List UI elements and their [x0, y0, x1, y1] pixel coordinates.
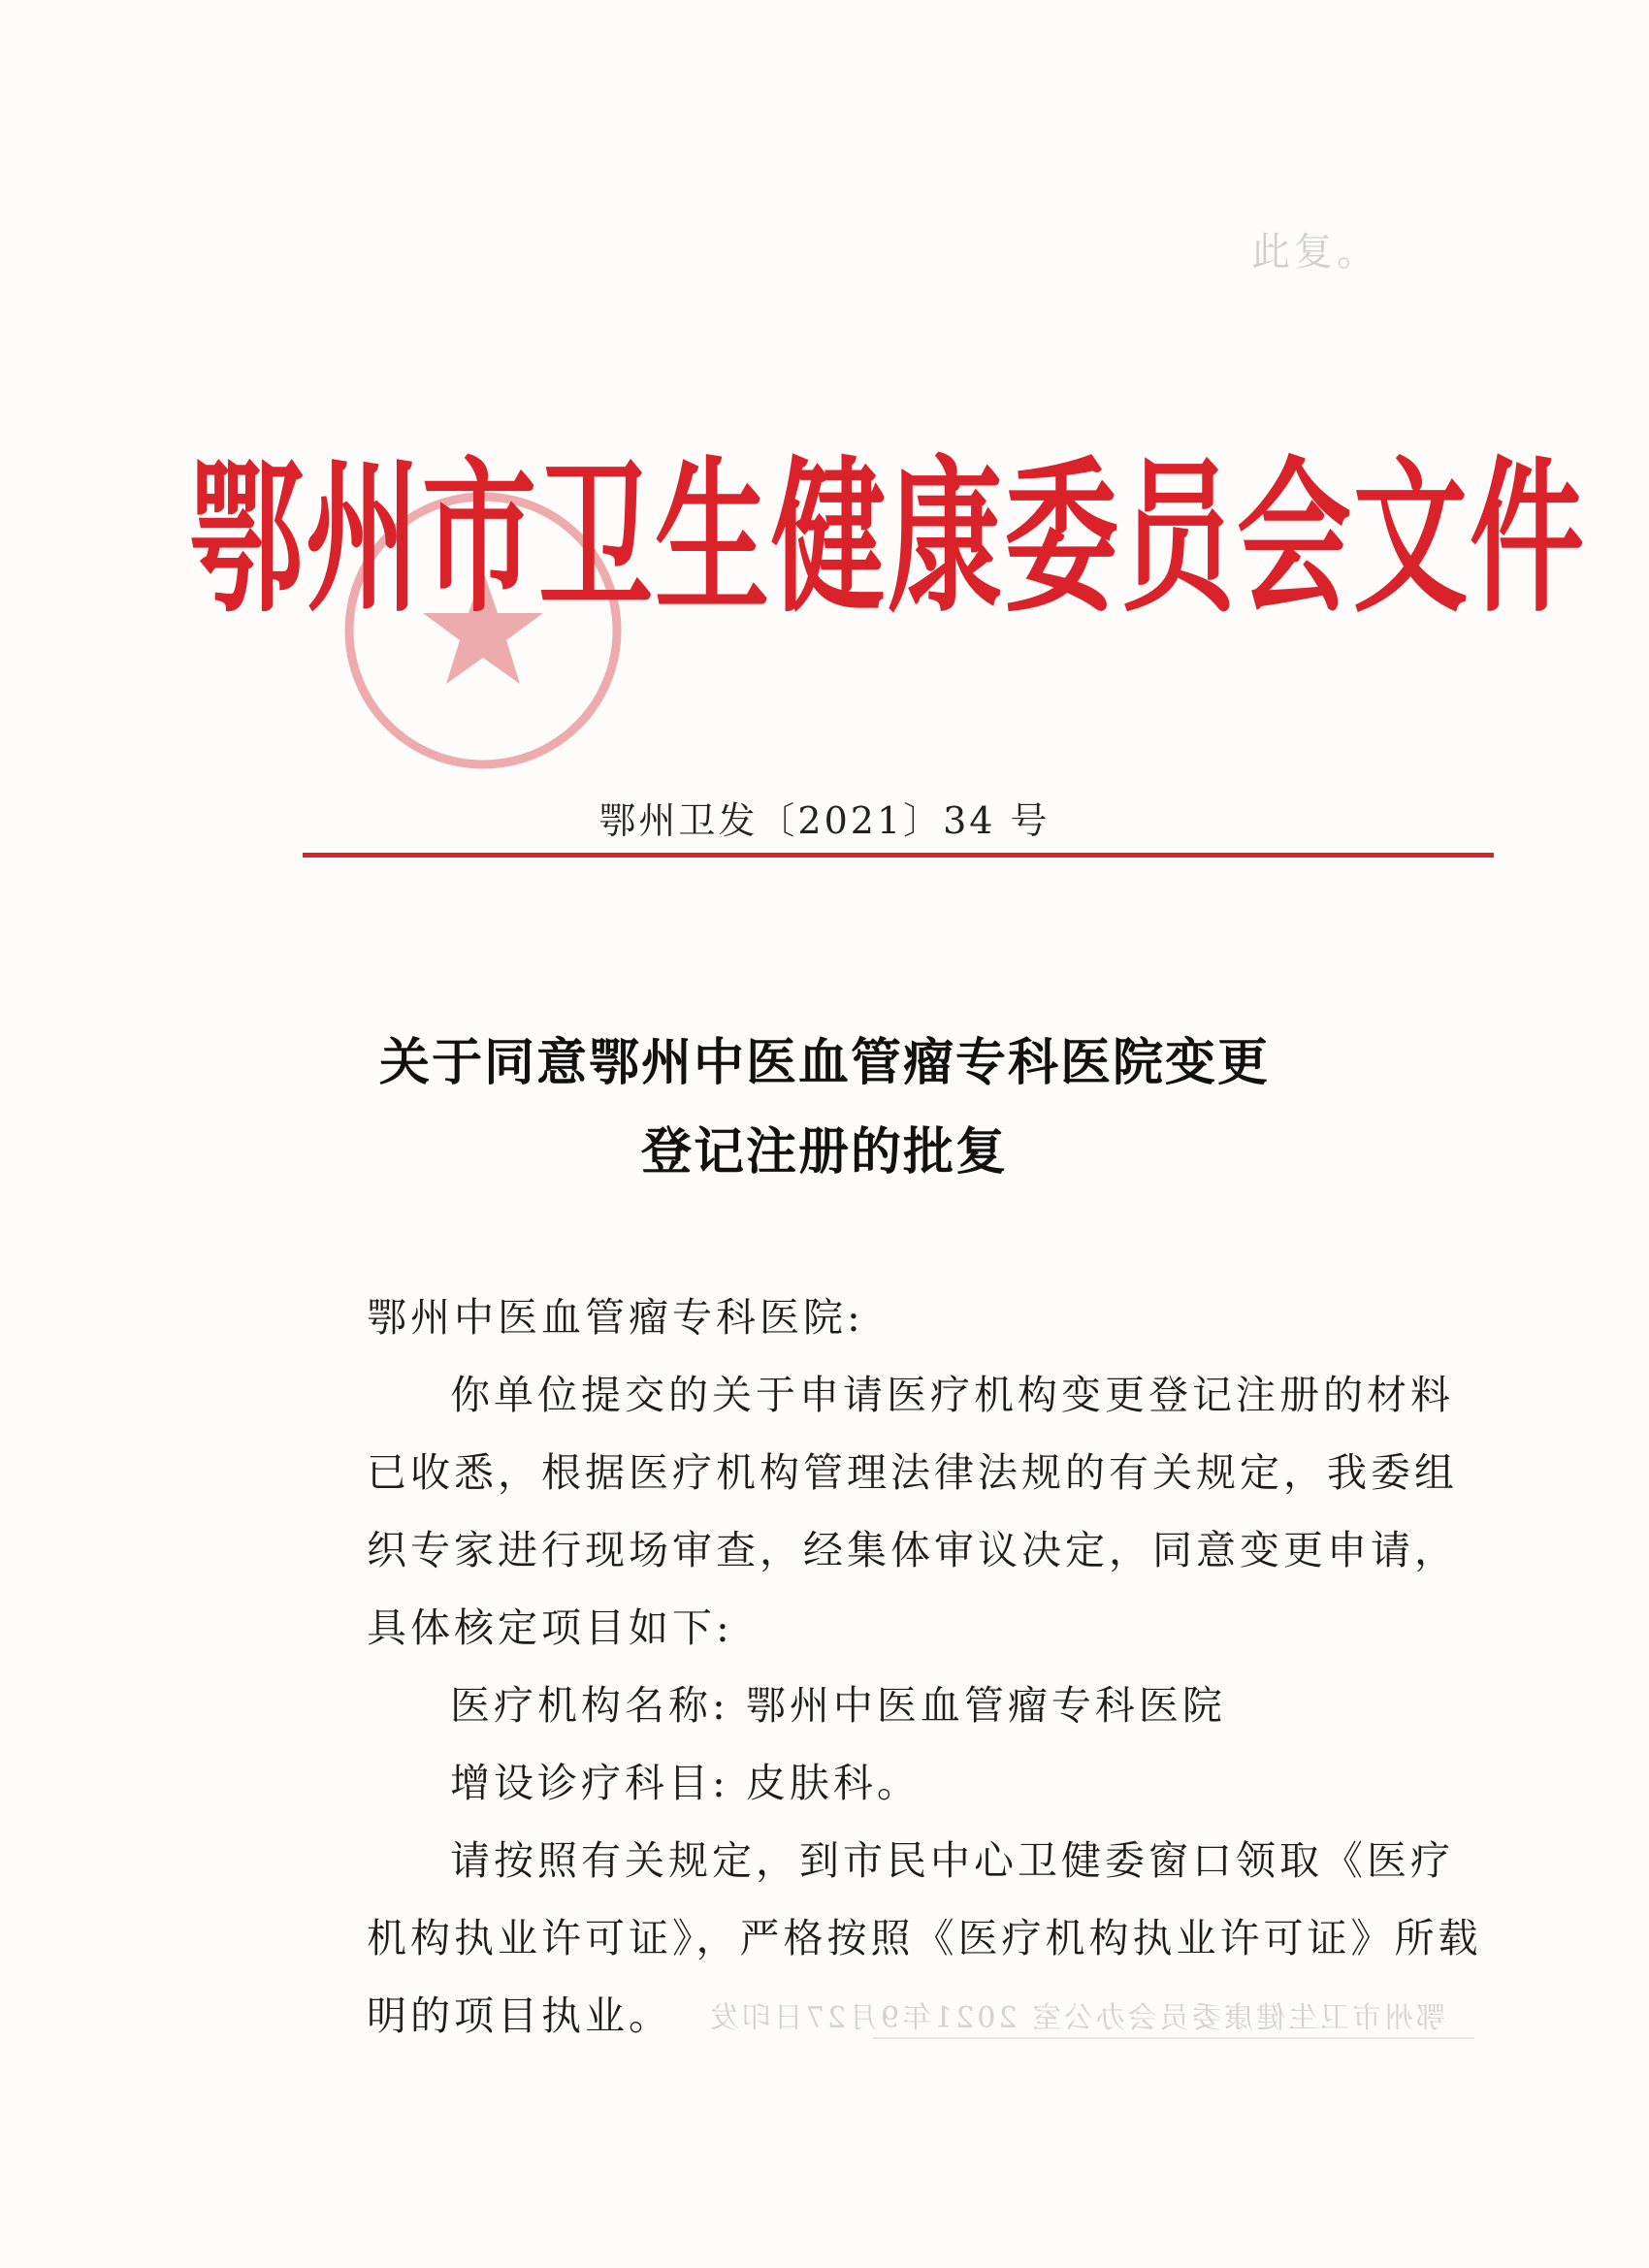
- document-body: [367, 1279, 1482, 2055]
- body-paragraph-2: 请按照有关规定，到市民中心卫健委窗口领取《医疗机构执业许可证》，严格按照《医疗机构执业许可证》所载明的项目执业。: [367, 1837, 1482, 2039]
- title-line-1: 关于同意鄂州中医血管瘤专科医院变更: [378, 1033, 1270, 1092]
- bleed-through-text: 此复。: [1251, 230, 1379, 275]
- masthead: [189, 427, 1587, 635]
- item-added-department: 增设诊疗科目: 皮肤科。: [450, 1760, 921, 1806]
- masthead-title: 鄂州市卫生健康委员会文件: [189, 439, 1587, 635]
- document-number: 鄂州卫发〔2021〕34 号: [598, 799, 1051, 842]
- bleed-through-line: [873, 2037, 1474, 2039]
- red-divider: [303, 853, 1494, 858]
- title-line-2: 登记注册的批复: [640, 1122, 1008, 1182]
- recipient: 鄂州中医血管瘤专科医院:: [367, 1294, 864, 1341]
- body-paragraph-1: 你单位提交的关于申请医疗机构变更登记注册的材料已收悉，根据医疗机构管理法律法规的有关规定，我委组织专家进行现场审查，经集体审议决定，同意变更申请，具体核定项目如下:: [367, 1372, 1458, 1651]
- bleed-through-footer: 鄂州市卫生健康委员会办公室 2021年9月27日印发: [706, 2001, 1445, 2035]
- document-title: [0, 1019, 1649, 1197]
- item-institution-name: 医疗机构名称: 鄂州中医血管瘤专科医院: [450, 1682, 1226, 1729]
